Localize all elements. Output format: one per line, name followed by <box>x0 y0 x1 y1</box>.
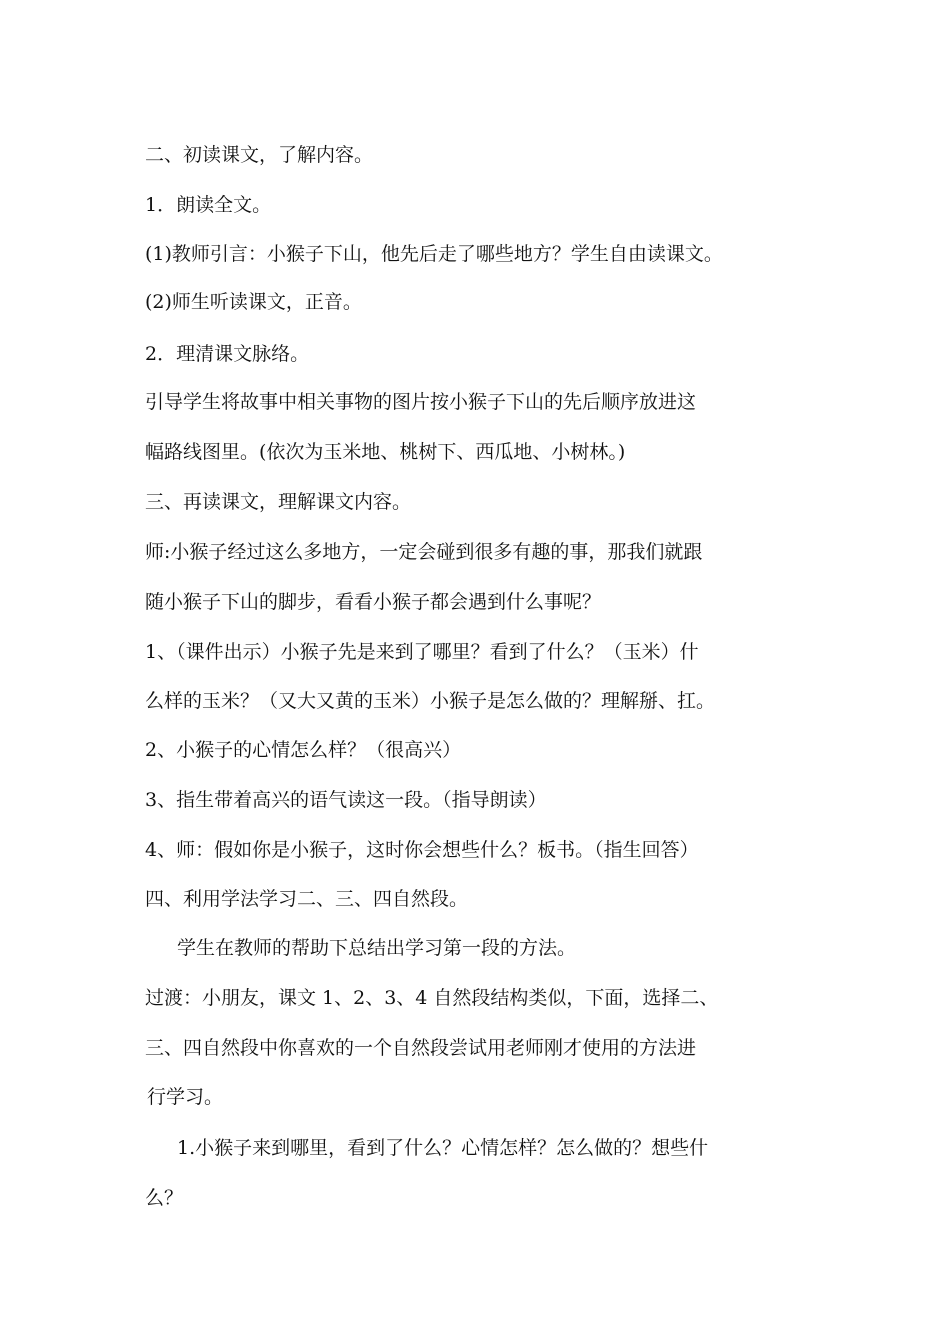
text-line: 3、指生带着高兴的语气读这一段。（指导朗读） <box>145 789 547 811</box>
text-line: 师:小猴子经过这么多地方，一定会碰到很多有趣的事，那我们就跟 <box>145 541 703 563</box>
text-line: (1)教师引言：小猴子下山，他先后走了哪些地方？学生自由读课文。 <box>145 243 723 265</box>
text-line: 2、小猴子的心情怎么样？（很高兴） <box>145 739 462 761</box>
text-line: 1．朗读全文。 <box>145 194 272 216</box>
text-line: 么？ <box>145 1187 184 1209</box>
text-line: 2．理清课文脉络。 <box>145 343 310 365</box>
text-line: 1、（课件出示）小猴子先是来到了哪里？看到了什么？（玉米）什 <box>145 641 699 663</box>
section-heading-2: 二、初读课文，了解内容。 <box>145 144 374 166</box>
text-line: 么样的玉米？（又大又黄的玉米）小猴子是怎么做的？理解掰、扛。 <box>145 690 716 712</box>
text-line: 1.小猴子来到哪里，看到了什么？心情怎样？怎么做的？想些什 <box>177 1137 709 1159</box>
section-heading-3: 三、再读课文，理解课文内容。 <box>145 491 412 513</box>
text-line: 三、四自然段中你喜欢的一个自然段尝试用老师刚才使用的方法进 <box>145 1037 697 1059</box>
text-line: 过渡：小朋友，课文 1、2、3、4 自然段结构类似，下面，选择二、 <box>145 987 719 1009</box>
text-line: 随小猴子下山的脚步，看看小猴子都会遇到什么事呢？ <box>145 591 602 613</box>
text-line: 学生在教师的帮助下总结出学习第一段的方法。 <box>177 937 577 959</box>
text-line: 4、师：假如你是小猴子，这时你会想些什么？板书。（指生回答） <box>145 839 699 861</box>
text-line: (2)师生听读课文，正音。 <box>145 291 362 313</box>
section-heading-4: 四、利用学法学习二、三、四自然段。 <box>145 888 469 910</box>
text-line: 引导学生将故事中相关事物的图片按小猴子下山的先后顺序放进这 <box>145 391 697 413</box>
text-line: 行学习。 <box>147 1086 224 1108</box>
text-line: 幅路线图里。(依次为玉米地、桃树下、西瓜地、小树林。) <box>145 441 626 463</box>
